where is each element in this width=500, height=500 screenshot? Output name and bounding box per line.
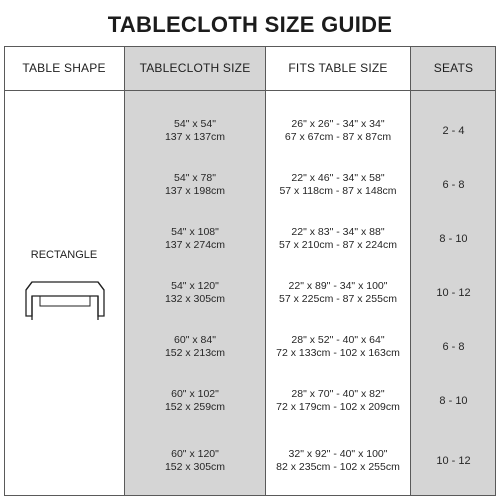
- fits-inches: 26" x 26" - 34" x 34": [291, 118, 385, 130]
- header-seats: SEATS: [433, 61, 474, 75]
- header-fits-table-size: FITS TABLE SIZE: [288, 61, 388, 75]
- size-inches: 54" x 120": [171, 280, 219, 292]
- seats-cell: 10 - 12: [436, 286, 471, 299]
- fits-cm: 72 x 133cm - 102 x 163cm: [276, 347, 400, 359]
- size-inches: 54" x 78": [174, 172, 216, 184]
- fits-inches: 22" x 46" - 34" x 58": [291, 172, 385, 184]
- size-cm: 132 x 305cm: [164, 293, 226, 305]
- size-inches: 54" x 108": [171, 226, 219, 238]
- fits-size-cell: [266, 280, 410, 306]
- size-cm: 152 x 259cm: [164, 401, 226, 413]
- size-inches: 60" x 84": [174, 334, 216, 346]
- tablecloth-size-cell: [125, 172, 265, 198]
- fits-size-cell: [266, 172, 410, 198]
- fits-inches: 28" x 52" - 40" x 64": [291, 334, 385, 346]
- header-table-shape: TABLE SHAPE: [22, 61, 106, 75]
- seats-cell: 2 - 4: [442, 124, 465, 137]
- seats-cell: 8 - 10: [439, 232, 468, 245]
- seats-cell: 6 - 8: [442, 178, 465, 191]
- seats-cell: 8 - 10: [439, 394, 468, 407]
- size-cm: 137 x 198cm: [164, 185, 226, 197]
- fits-inches: 28" x 70" - 40" x 82": [291, 388, 385, 400]
- tablecloth-size-cell: [125, 388, 265, 414]
- size-cm: 152 x 213cm: [164, 347, 226, 359]
- fits-inches: 22" x 83" - 34" x 88": [291, 226, 385, 238]
- size-guide-table: [4, 46, 496, 496]
- seats-cell: 10 - 12: [436, 454, 471, 467]
- size-cm: 137 x 137cm: [164, 131, 226, 143]
- size-cm: 137 x 274cm: [164, 239, 226, 251]
- table-border: [4, 46, 496, 496]
- size-inches: 54" x 54": [174, 118, 216, 130]
- rectangle-table-icon: [20, 276, 110, 324]
- seats-cell: 6 - 8: [442, 340, 465, 353]
- fits-size-cell: [266, 448, 410, 474]
- tablecloth-size-cell: [125, 448, 265, 474]
- fits-size-cell: [266, 334, 410, 360]
- fits-cm: 57 x 118cm - 87 x 148cm: [279, 185, 397, 197]
- size-inches: 60" x 120": [171, 448, 219, 460]
- size-cm: 152 x 305cm: [164, 461, 226, 473]
- tablecloth-size-cell: [125, 280, 265, 306]
- fits-cm: 82 x 235cm - 102 x 255cm: [276, 461, 400, 473]
- page-title: TABLECLOTH SIZE GUIDE: [107, 12, 393, 37]
- tablecloth-size-cell: [125, 334, 265, 360]
- fits-inches: 22" x 89" - 34" x 100": [288, 280, 388, 292]
- fits-cm: 72 x 179cm - 102 x 209cm: [276, 401, 400, 413]
- fits-cm: 57 x 225cm - 87 x 255cm: [279, 293, 397, 305]
- fits-cm: 67 x 67cm - 87 x 87cm: [284, 131, 392, 143]
- fits-size-cell: [266, 388, 410, 414]
- shape-label: RECTANGLE: [30, 249, 98, 261]
- tablecloth-size-cell: [125, 226, 265, 252]
- fits-cm: 57 x 210cm - 87 x 224cm: [279, 239, 397, 251]
- tablecloth-size-cell: [125, 118, 265, 144]
- fits-inches: 32" x 92" - 40" x 100": [288, 448, 388, 460]
- size-inches: 60" x 102": [171, 388, 219, 400]
- fits-size-cell: [266, 118, 410, 144]
- fits-size-cell: [266, 226, 410, 252]
- header-tablecloth-size: TABLECLOTH SIZE: [139, 61, 251, 75]
